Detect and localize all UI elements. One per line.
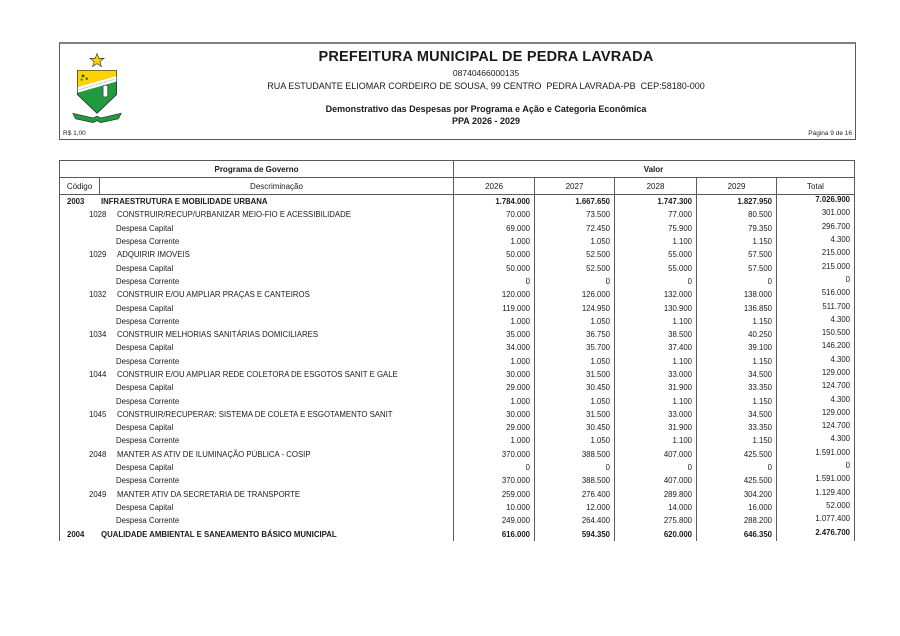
row-year-value-2029: 34.500 — [697, 368, 777, 381]
row-year-value-2026: 1.784.000 — [454, 195, 535, 208]
report-title: Demonstrativo das Despesas por Programa e Ação e Categoria Econômica — [325, 104, 647, 114]
row-year-value-2029: 40.250 — [697, 328, 777, 341]
row-year-value-2029: 425.500 — [697, 448, 777, 461]
row-year-value-2026: 1.000 — [454, 355, 535, 368]
row-year-value-2027: 1.050 — [535, 235, 615, 248]
row-year-value-2028: 130.900 — [615, 301, 697, 314]
row-year-value-2027: 31.500 — [535, 408, 615, 421]
group-header-program: Programa de Governo — [60, 161, 454, 177]
row-description-cell — [60, 421, 454, 434]
row-description-cell — [60, 394, 454, 407]
row-year-value-2027: 1.667.650 — [535, 195, 615, 208]
row-year-value-2029: 646.350 — [697, 527, 777, 540]
row-total-value: 146.200 — [821, 341, 850, 351]
entity-title: PREFEITURA MUNICIPAL DE PEDRA LAVRADA — [318, 49, 654, 65]
row-year-value-2027: 124.950 — [535, 301, 615, 314]
row-year-value-2027: 126.000 — [535, 288, 615, 301]
row-year-value-2028: 38.500 — [615, 328, 697, 341]
table-row-detail — [60, 474, 854, 487]
row-year-value-2028: 33.000 — [615, 368, 697, 381]
table-body — [60, 195, 854, 541]
row-year-value-2029: 1.827.950 — [697, 195, 777, 208]
row-total-value: 0 — [845, 274, 850, 284]
row-year-value-2029: 288.200 — [697, 514, 777, 527]
row-year-value-2026: 0 — [454, 461, 535, 474]
row-description: Despesa Corrente — [116, 396, 180, 406]
row-description: CONSTRUIR E/OU AMPLIAR REDE COLETORA DE ESGOTOS SANIT E GALE — [117, 370, 398, 379]
row-year-value-2027: 73.500 — [535, 208, 615, 221]
row-description-cell — [60, 275, 454, 288]
row-year-value-2026: 30.000 — [454, 368, 535, 381]
row-description: Despesa Corrente — [116, 516, 180, 526]
row-year-value-2029: 57.500 — [697, 261, 777, 274]
table-row-program-2004 — [60, 527, 854, 540]
table-row-detail — [60, 461, 854, 474]
row-description-cell — [60, 301, 454, 314]
row-total-value: 301.000 — [821, 208, 850, 218]
row-code: 2049 — [89, 489, 107, 499]
table-row-detail — [60, 514, 854, 527]
row-year-value-2026: 370.000 — [454, 448, 535, 461]
row-year-value-2029: 1.150 — [697, 434, 777, 447]
table-row-action-1029 — [60, 248, 854, 261]
row-total-value: 124.700 — [821, 381, 850, 391]
row-total-value: 124.700 — [821, 421, 850, 431]
table-row-action-1045 — [60, 408, 854, 421]
row-year-value-2026: 616.000 — [454, 527, 535, 540]
entity-address: RUA ESTUDANTE ELIOMAR CORDEIRO DE SOUSA, 99 CENTRO PEDRA LAVRADA-PB CEP:58180-000 — [267, 81, 705, 91]
column-header-2027: 2027 — [535, 178, 615, 194]
row-description-cell — [60, 341, 454, 354]
row-year-value-2026: 1.000 — [454, 434, 535, 447]
row-year-value-2026: 249.000 — [454, 514, 535, 527]
row-description-cell — [60, 527, 454, 540]
row-description: Despesa Capital — [116, 223, 174, 233]
row-year-value-2028: 31.900 — [615, 421, 697, 434]
row-year-value-2028: 37.400 — [615, 341, 697, 354]
row-description-cell — [60, 195, 454, 208]
row-description-cell — [60, 368, 454, 381]
table-row-detail — [60, 222, 854, 235]
row-year-value-2026: 119.000 — [454, 301, 535, 314]
row-total-value: 296.700 — [821, 221, 850, 231]
row-year-value-2026: 0 — [454, 275, 535, 288]
table-row-detail — [60, 394, 854, 407]
row-description: CONSTRUIR MELHORIAS SANITÁRIAS DOMICILIARES — [117, 330, 319, 340]
table-row-detail — [60, 235, 854, 248]
row-year-value-2028: 33.000 — [615, 408, 697, 421]
row-total-value: 516.000 — [821, 288, 850, 298]
row-year-value-2027: 1.050 — [535, 315, 615, 328]
row-description: Despesa Corrente — [116, 316, 180, 326]
row-description: CONSTRUIR E/OU AMPLIAR PRAÇAS E CANTEIROS — [117, 290, 310, 300]
row-year-value-2028: 77.000 — [615, 208, 697, 221]
row-code: 2003 — [67, 197, 85, 207]
row-year-value-2027: 0 — [535, 275, 615, 288]
row-code: 2048 — [89, 449, 107, 459]
table-row-detail — [60, 355, 854, 368]
row-code: 1032 — [89, 290, 107, 300]
row-year-value-2027: 1.050 — [535, 355, 615, 368]
row-total-value: 4.300 — [830, 434, 850, 444]
row-year-value-2026: 34.000 — [454, 341, 535, 354]
row-code: 1028 — [89, 210, 107, 220]
row-description: Despesa Corrente — [116, 436, 180, 446]
row-year-value-2028: 407.000 — [615, 448, 697, 461]
row-year-value-2027: 12.000 — [535, 501, 615, 514]
row-description: INFRAESTRUTURA E MOBILIDADE URBANA — [101, 197, 268, 207]
row-year-value-2026: 1.000 — [454, 235, 535, 248]
row-code: 1029 — [89, 250, 107, 260]
row-description: Despesa Capital — [116, 303, 174, 313]
row-year-value-2028: 620.000 — [615, 527, 697, 540]
row-code: 1045 — [89, 409, 107, 419]
report-header — [59, 42, 856, 140]
row-description-cell — [60, 434, 454, 447]
row-year-value-2029: 80.500 — [697, 208, 777, 221]
row-year-value-2027: 36.750 — [535, 328, 615, 341]
row-year-value-2027: 276.400 — [535, 488, 615, 501]
row-year-value-2028: 14.000 — [615, 501, 697, 514]
row-description-cell — [60, 355, 454, 368]
row-year-value-2027: 35.700 — [535, 341, 615, 354]
row-code: 1034 — [89, 330, 107, 340]
row-year-value-2027: 388.500 — [535, 474, 615, 487]
row-description: Despesa Corrente — [116, 356, 180, 366]
row-description: Despesa Capital — [116, 502, 174, 512]
row-description-cell — [60, 381, 454, 394]
row-description-cell — [60, 461, 454, 474]
row-total-value: 52.000 — [826, 500, 850, 510]
column-header-2029: 2029 — [697, 178, 777, 194]
row-description-cell — [60, 208, 454, 221]
column-header-description: Descriminação — [100, 178, 454, 194]
row-total-value: 129.000 — [821, 368, 850, 377]
row-year-value-2028: 1.100 — [615, 235, 697, 248]
column-header-total: Total — [807, 181, 824, 191]
row-code: 2004 — [67, 529, 85, 539]
row-year-value-2026: 35.000 — [454, 328, 535, 341]
row-description-cell — [60, 235, 454, 248]
table-column-header-row — [60, 178, 854, 195]
row-year-value-2026: 70.000 — [454, 208, 535, 221]
row-year-value-2027: 31.500 — [535, 368, 615, 381]
row-year-value-2026: 69.000 — [454, 222, 535, 235]
row-year-value-2026: 30.000 — [454, 408, 535, 421]
row-year-value-2029: 39.100 — [697, 341, 777, 354]
row-description-cell — [60, 222, 454, 235]
table-group-header-row — [60, 161, 854, 178]
table-row-detail — [60, 434, 854, 447]
expenses-table — [59, 160, 855, 541]
row-description: MANTER ATIV DA SECRETARIA DE TRANSPORTE — [117, 489, 301, 499]
row-year-value-2029: 136.850 — [697, 301, 777, 314]
row-year-value-2028: 132.000 — [615, 288, 697, 301]
row-total-value: 1.591.000 — [815, 447, 850, 457]
row-year-value-2028: 0 — [615, 275, 697, 288]
row-year-value-2028: 289.800 — [615, 488, 697, 501]
row-total-value: 4.300 — [830, 235, 850, 245]
row-year-value-2029: 1.150 — [697, 315, 777, 328]
row-description: Despesa Capital — [116, 383, 174, 393]
row-description: Despesa Capital — [116, 343, 174, 353]
column-header-2028: 2028 — [615, 178, 697, 194]
row-description-cell — [60, 448, 454, 461]
row-year-value-2029: 0 — [697, 461, 777, 474]
row-year-value-2029: 1.150 — [697, 355, 777, 368]
row-description: QUALIDADE AMBIENTAL E SANEAMENTO BÁSICO MUNICIPAL — [101, 529, 337, 539]
row-description: MANTER AS ATIV DE ILUMINAÇÃO PÚBLICA - COSIP — [117, 449, 311, 459]
row-year-value-2028: 1.747.300 — [615, 195, 697, 208]
row-year-value-2026: 120.000 — [454, 288, 535, 301]
row-description-cell — [60, 288, 454, 301]
row-description-cell — [60, 328, 454, 341]
row-description: ADQUIRIR IMOVEIS — [117, 250, 190, 260]
row-year-value-2026: 259.000 — [454, 488, 535, 501]
table-row-detail — [60, 381, 854, 394]
table-row-detail — [60, 261, 854, 274]
row-description-cell — [60, 474, 454, 487]
row-total-value: 4.300 — [830, 314, 850, 324]
row-description-cell — [60, 514, 454, 527]
row-year-value-2027: 1.050 — [535, 394, 615, 407]
row-year-value-2029: 34.500 — [697, 408, 777, 421]
row-year-value-2029: 57.500 — [697, 248, 777, 261]
row-total-value: 150.500 — [821, 328, 850, 338]
row-year-value-2026: 29.000 — [454, 381, 535, 394]
row-total-value: 129.000 — [821, 407, 850, 417]
table-row-action-1028 — [60, 208, 854, 221]
row-total-value: 1.129.400 — [815, 487, 850, 497]
row-year-value-2027: 30.450 — [535, 421, 615, 434]
row-description-cell — [60, 501, 454, 514]
page-indicator: Página 9 de 16 — [808, 130, 852, 137]
column-header-code: Código — [60, 178, 100, 194]
table-row-detail — [60, 421, 854, 434]
row-year-value-2028: 75.900 — [615, 222, 697, 235]
table-row-program-2003 — [60, 195, 854, 208]
row-total-value: 0 — [845, 461, 850, 471]
row-description: Despesa Capital — [116, 263, 174, 273]
row-total-value: 1.591.000 — [815, 474, 850, 484]
table-row-action-1034 — [60, 328, 854, 341]
row-year-value-2028: 275.800 — [615, 514, 697, 527]
row-year-value-2027: 388.500 — [535, 448, 615, 461]
row-year-value-2029: 16.000 — [697, 501, 777, 514]
row-description-cell — [60, 315, 454, 328]
table-row-action-2048 — [60, 448, 854, 461]
row-description-cell — [60, 261, 454, 274]
row-total-value: 2.476.700 — [815, 527, 850, 537]
table-row-detail — [60, 341, 854, 354]
row-year-value-2029: 425.500 — [697, 474, 777, 487]
row-year-value-2026: 1.000 — [454, 315, 535, 328]
report-period: PPA 2026 - 2029 — [451, 116, 521, 126]
row-year-value-2029: 33.350 — [697, 421, 777, 434]
row-year-value-2029: 33.350 — [697, 381, 777, 394]
table-row-action-1044 — [60, 368, 854, 381]
row-year-value-2028: 55.000 — [615, 261, 697, 274]
row-description: Despesa Corrente — [116, 237, 180, 247]
row-total-value: 4.300 — [830, 354, 850, 364]
row-year-value-2027: 72.450 — [535, 222, 615, 235]
row-year-value-2028: 1.100 — [615, 394, 697, 407]
row-year-value-2026: 1.000 — [454, 394, 535, 407]
row-description: CONSTRUIR/RECUP/URBANIZAR MEIO-FIO E ACESSIBILIDADE — [117, 210, 351, 220]
table-row-detail — [60, 275, 854, 288]
row-year-value-2027: 264.400 — [535, 514, 615, 527]
group-header-value: Valor — [643, 164, 664, 174]
row-year-value-2027: 52.500 — [535, 261, 615, 274]
row-year-value-2026: 50.000 — [454, 248, 535, 261]
entity-cnpj: 08740466000135 — [452, 68, 520, 78]
row-year-value-2027: 1.050 — [535, 434, 615, 447]
row-year-value-2028: 31.900 — [615, 381, 697, 394]
row-year-value-2029: 304.200 — [697, 488, 777, 501]
row-year-value-2028: 55.000 — [615, 248, 697, 261]
table-row-detail — [60, 315, 854, 328]
column-header-2026: 2026 — [454, 178, 535, 194]
row-total-value: 511.700 — [822, 301, 850, 311]
row-total-value: 4.300 — [830, 394, 850, 404]
table-row-detail — [60, 501, 854, 514]
table-row-action-2049 — [60, 488, 854, 501]
currency-unit-note: R$ 1,00 — [63, 130, 86, 137]
row-total-value: 1.077.400 — [815, 514, 850, 524]
row-total-value: 7.026.900 — [815, 195, 850, 205]
row-year-value-2028: 0 — [615, 461, 697, 474]
row-year-value-2027: 52.500 — [535, 248, 615, 261]
row-year-value-2027: 594.350 — [535, 527, 615, 540]
row-year-value-2028: 1.100 — [615, 315, 697, 328]
row-description: Despesa Capital — [116, 423, 174, 433]
row-year-value-2027: 0 — [535, 461, 615, 474]
table-row-detail — [60, 301, 854, 314]
row-description-cell — [60, 408, 454, 421]
row-year-value-2026: 29.000 — [454, 421, 535, 434]
row-description-cell — [60, 488, 454, 501]
row-description: Despesa Corrente — [116, 476, 180, 486]
row-description-cell — [60, 248, 454, 261]
row-year-value-2029: 79.350 — [697, 222, 777, 235]
table-row-action-1032 — [60, 288, 854, 301]
row-description: Despesa Capital — [116, 463, 174, 473]
municipal-coat-of-arms-icon — [69, 50, 125, 128]
row-year-value-2029: 1.150 — [697, 235, 777, 248]
row-year-value-2026: 10.000 — [454, 501, 535, 514]
row-year-value-2028: 1.100 — [615, 434, 697, 447]
row-year-value-2028: 407.000 — [615, 474, 697, 487]
row-description: Despesa Corrente — [116, 276, 180, 286]
row-year-value-2027: 30.450 — [535, 381, 615, 394]
row-year-value-2029: 138.000 — [697, 288, 777, 301]
row-year-value-2026: 370.000 — [454, 474, 535, 487]
row-code: 1044 — [89, 370, 107, 379]
row-year-value-2029: 0 — [697, 275, 777, 288]
row-total-value: 215.000 — [821, 248, 850, 258]
row-year-value-2029: 1.150 — [697, 394, 777, 407]
row-description: CONSTRUIR/RECUPERAR: SISTEMA DE COLETA E ESGOTAMENTO SANIT — [117, 409, 393, 419]
row-total-value: 215.000 — [821, 261, 850, 271]
row-year-value-2028: 1.100 — [615, 355, 697, 368]
row-year-value-2026: 50.000 — [454, 261, 535, 274]
